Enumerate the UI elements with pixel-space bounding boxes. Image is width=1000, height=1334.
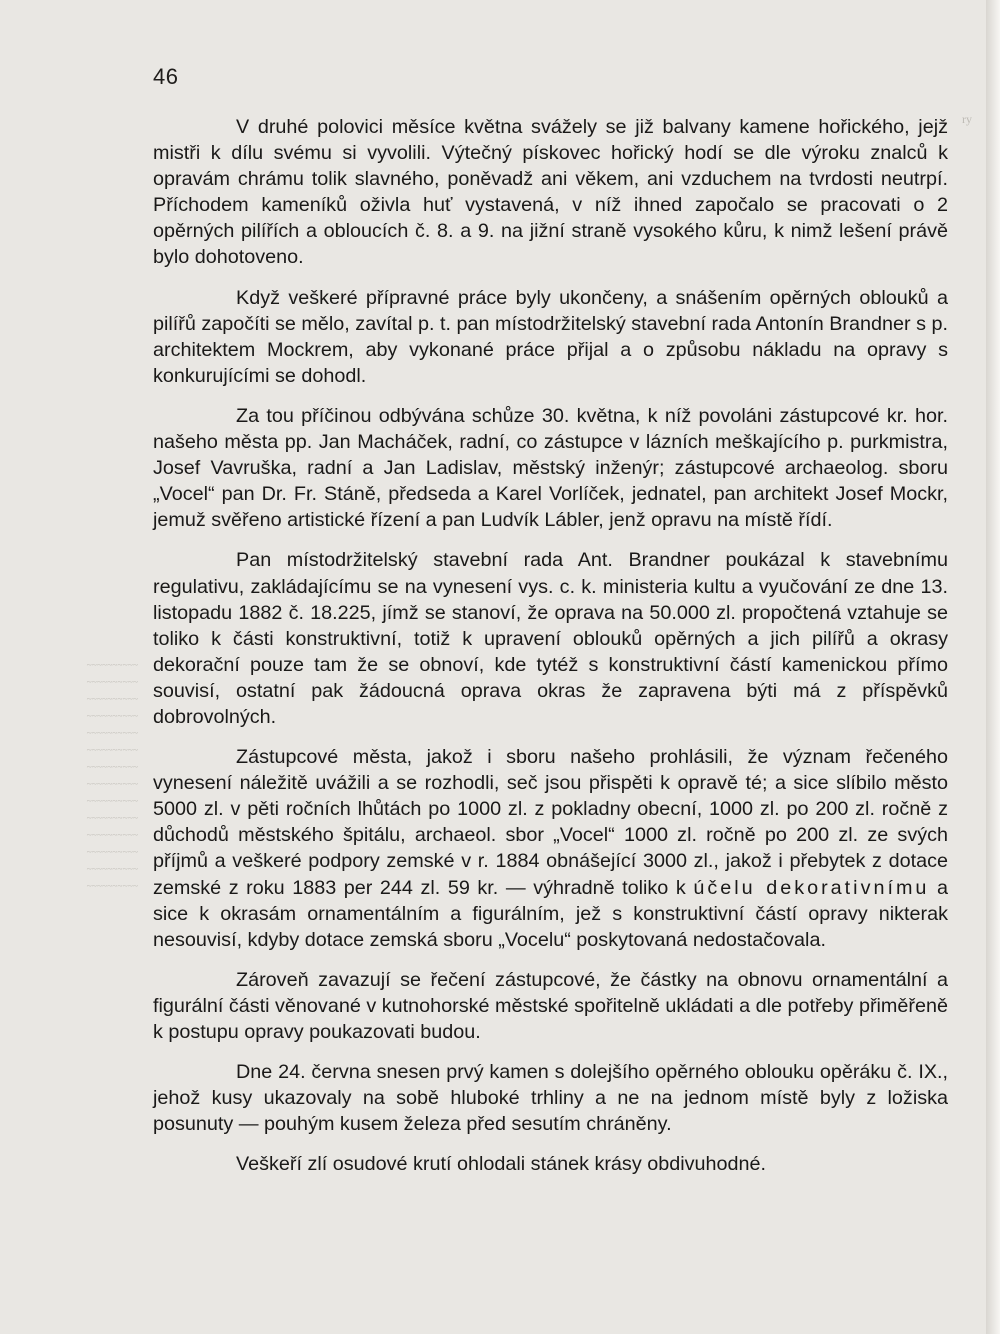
show-through-margin-note: ~~~~~~~~~~ ~~~~~~~~~~ ~~~~~~~~~~ ~~~~~~~~~~ ~~~~~~~~~~ ~~~~~~~~~~ ~~~~~~~~~~ ~~~~~~~~~~ ~~~~~~~~~~ ~~~~~~~~~~ ~~~~~~~~~~ ~~~~~~~~~~ ~~~~~~~~~~ ~~~~~~~~~~ bbox=[86, 661, 138, 892]
paragraph-3: Za tou příčinou odbývána schůze 30. května, k níž povoláni zástupcové kr. hor. našeho města pp. Jan Macháček, radní, co zástupce v lázních meškajícího p. purkmistra, Josef Vavruška, radní a Jan Ladislav, městský inženýr; zástupcové archaeolog. sboru „Vocel“ pan Dr. Fr. Stáně, předseda a Karel Vorlíček, jednatel, pan architekt Josef Mockr, jemuž svěřeno artistické řízení a pan Ludvík Lábler, jenž opravu na místě řídí. bbox=[153, 404, 948, 532]
page-number: 46 bbox=[153, 64, 179, 89]
paragraph-4: Pan místodržitelský stavební rada Ant. Brandner poukázal k stavebnímu regulativu, zakládajícímu se na vynesení vys. c. k. ministeria kultu a vyučování ze dne 13. listopadu 1882 č. 18.225, jímž se stanoví, že oprava na 50.000 zl. propočtená vztahuje se toliko k části konstruktivní, totiž k upravení oblouků opěrných a jich pilířů a okrasy dekorační pouze tam že se obnoví, kde tytéž s konstruktivní částí kamenickou přímo souvisí, ostatní pak žádoucná oprava okras že zapravena býti má z příspěvků dobrovolných. bbox=[153, 549, 948, 728]
paragraph-5-after: a sice k okrasám ornamentálním a figurálním, jež s konstruktivní částí opravy nikterak nesouvisí, kdyby dotace zemská sboru „Vocelu“ poskytovaná nedostačovala. bbox=[153, 876, 949, 951]
show-through-right: ry bbox=[962, 112, 972, 126]
paragraph-5-before: Zástupcové města, jakož i sboru našeho prohlásili, že význam řečeného vynesení náležitě uvážili a se rozhodli, seč jsou přispěti k opravě té; a sice slíbilo město 5000 zl. v pěti ročních lhůtách po 1000 zl. z pokladny obecní, 1000 zl. po 200 zl. ročně z důchodů městského špitálu, archaeol. sbor „Vocel“ 1000 zl. ročně po 200 zl. ze svých příjmů a veškeré podpory zemské v r. 1884 obnášející 3000 zl., jakož i přebytek z dotace zemské z roku 1883 per 244 zl. 59 kr. — výhradně toliko k bbox=[153, 746, 948, 899]
paragraph-1: V druhé polovici měsíce května svážely se již balvany kamene hořického, jejž mistři k dílu svému si vyvolili. Výtečný pískovec hořický hodí se dle výroku znalců k opravám chrámu tolik slavného, poněvadž ani věkem, ani vzduchem na tvrdosti neutrpí. Příchodem kameníků oživla huť vystavená, v níž ihned započalo se pracovati o 2 opěrných pilířích a obloucích č. 8. a 9. na jižní straně vysokého kůru, k nimž lešení právě bylo dohotoveno. bbox=[153, 116, 948, 269]
paragraph-2: Když veškeré přípravné práce byly ukončeny, a snášením opěrných oblouků a pilířů započíti se mělo, zavítal p. t. pan místodržitelský stavební rada Antonín Brandner s p. architektem Mockrem, aby vykonané práce přijal a o způsobu nákladu na opravy s konkurujícími se dohodl. bbox=[153, 286, 948, 387]
paragraph-5 bbox=[153, 744, 948, 953]
paragraph-7: Dne 24. června snesen prvý kamen s dolejšího opěrného oblouku opěráku č. IX., jehož kusy ukazovaly na sobě hluboké trhliny a ne na jednom místě byly z ložiska posunuty — pouhým kusem železa před sesutím chráněny. bbox=[153, 1061, 948, 1136]
paragraph-5-spaced-emphasis: účelu dekorativnímu bbox=[693, 876, 930, 899]
paragraph-6: Zároveň zavazují se řečení zástupcové, že částky na obnovu ornamentální a figurální části věnované v kutnohorské městské spořitelně ukládati a dle potřeby přiměřeně k postupu opravy poukazovati budou. bbox=[153, 968, 948, 1043]
paragraph-8: Veškeří zlí osudové krutí ohlodali stánek krásy obdivuhodné. bbox=[236, 1153, 767, 1176]
body-text bbox=[153, 114, 948, 1191]
